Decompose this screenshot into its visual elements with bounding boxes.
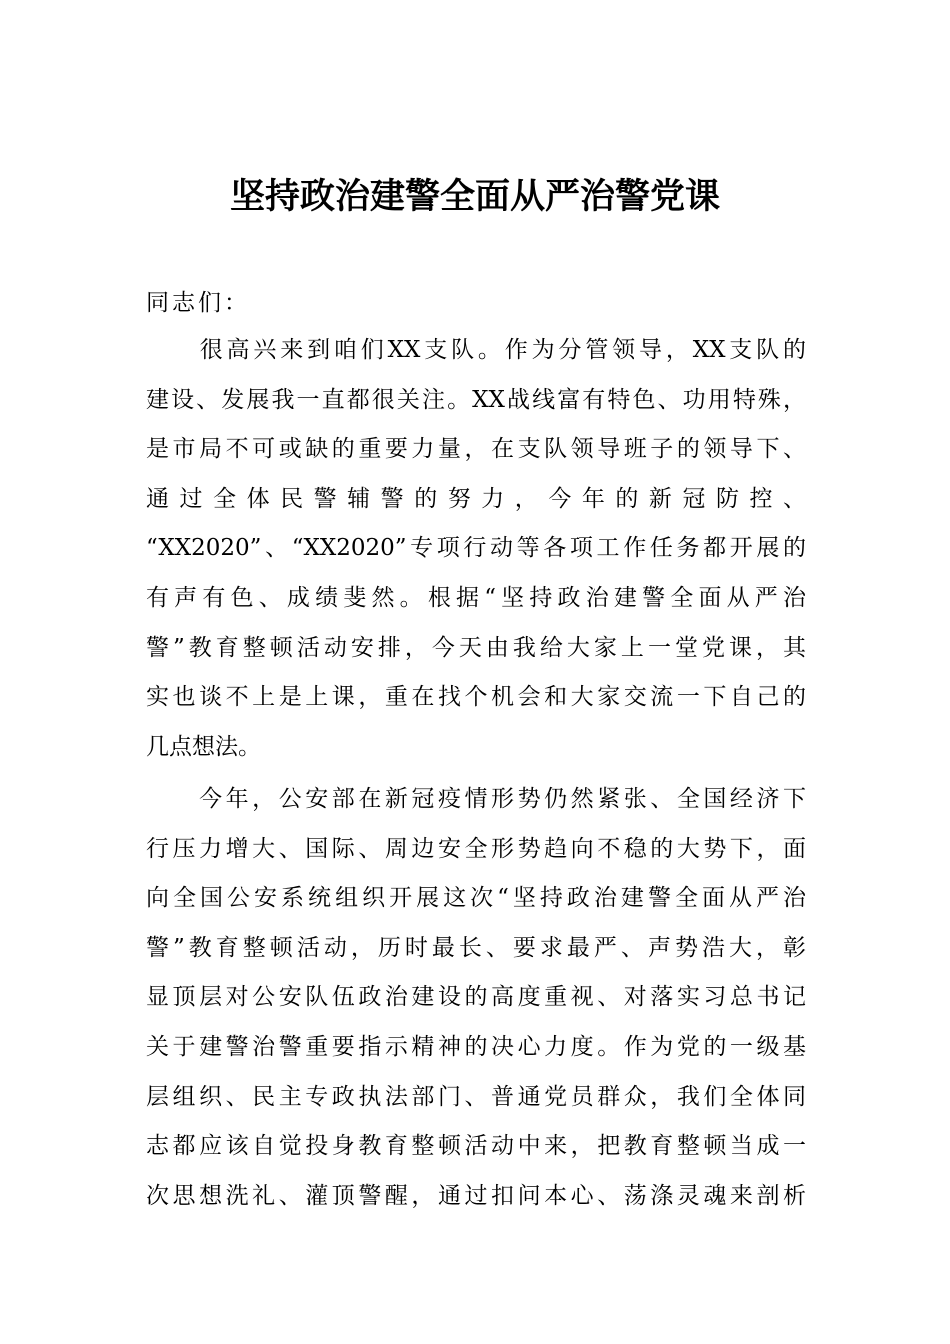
paragraph-line: 层组织、民主专政执法部门、普通党员群众，我们全体同 xyxy=(146,1083,806,1110)
salutation: 同志们： xyxy=(146,290,250,316)
paragraph-line: 建设、发展我一直都很关注。XX战线富有特色、功用特殊， xyxy=(146,386,806,413)
paragraph-line: 是市局不可或缺的重要力量，在支队领导班子的领导下、 xyxy=(146,436,806,463)
paragraph-line: 警”教育整顿活动安排，今天由我给大家上一堂党课，其 xyxy=(146,634,806,661)
paragraph-line: 很高兴来到咱们XX支队。作为分管领导，XX支队的 xyxy=(146,337,806,363)
paragraph-line: 关于建警治警重要指示精神的决心力度。作为党的一级基 xyxy=(146,1033,806,1060)
paragraph-line: 次思想洗礼、灌顶警醒，通过扣问本心、荡涤灵魂来剖析 xyxy=(146,1182,806,1209)
paragraph-line: 实也谈不上是上课，重在找个机会和大家交流一下自己的 xyxy=(146,684,806,711)
paragraph-line: 警”教育整顿活动，历时最长、要求最严、声势浩大，彰 xyxy=(146,934,806,961)
paragraph-line: 几点想法。 xyxy=(146,733,261,760)
paragraph-line: “XX2020”、“XX2020”专项行动等各项工作任务都开展的 xyxy=(146,535,806,562)
paragraph-line: 行压力增大、国际、周边安全形势趋向不稳的大势下，面 xyxy=(146,835,806,862)
paragraph-1 xyxy=(146,326,806,772)
paragraph-line: 通过全体民警辅警的努力，今年的新冠防控、 xyxy=(146,485,806,512)
paragraph-line: 向全国公安系统组织开展这次“坚持政治建警全面从严治 xyxy=(146,885,806,912)
paragraph-line: 志都应该自觉投身教育整顿活动中来，把教育整顿当成一 xyxy=(146,1133,806,1160)
paragraph-line: 今年，公安部在新冠疫情形势仍然紧张、全国经济下 xyxy=(146,786,806,812)
paragraph-2 xyxy=(146,775,806,1221)
paragraph-line: 有声有色、成绩斐然。根据“坚持政治建警全面从严治 xyxy=(146,584,806,611)
paragraph-line: 显顶层对公安队伍政治建设的高度重视、对落实习总书记 xyxy=(146,984,806,1011)
document-title: 坚持政治建警全面从严治警党课 xyxy=(229,176,720,217)
